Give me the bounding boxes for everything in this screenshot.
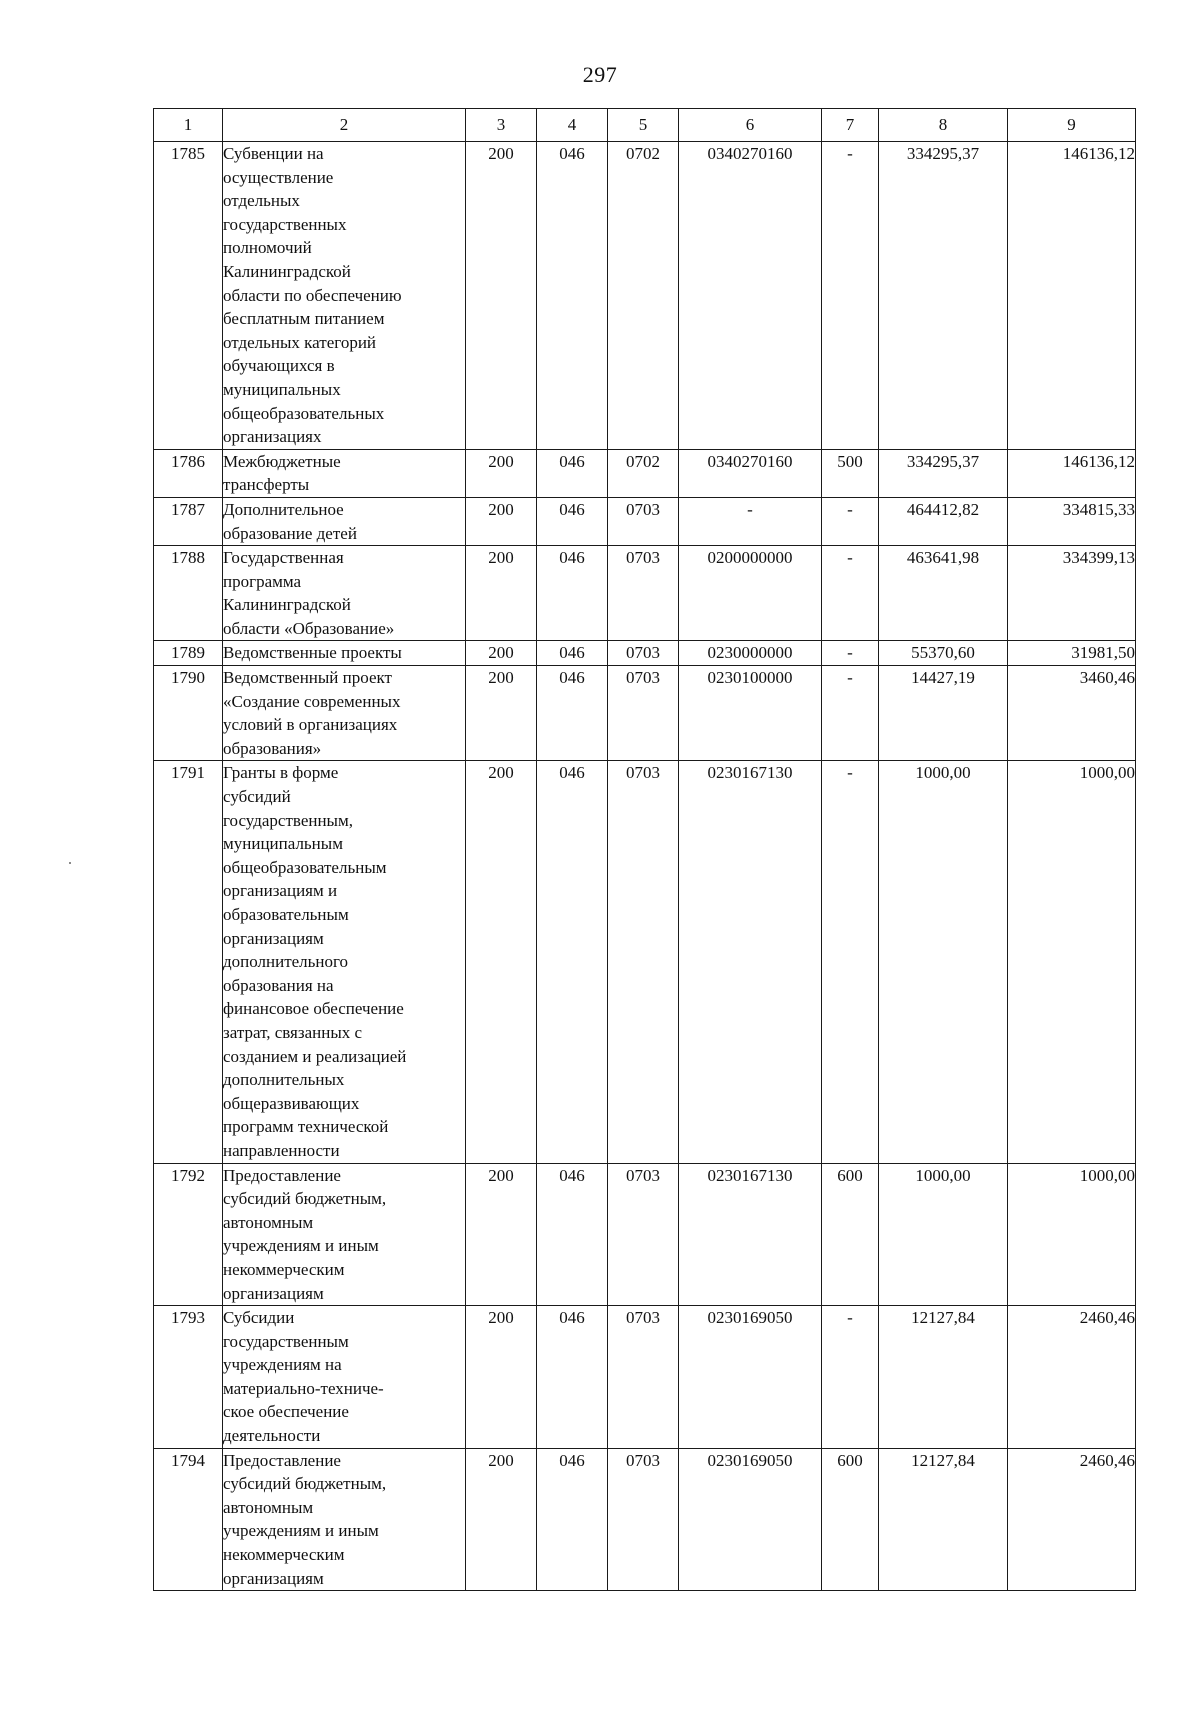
cell-description <box>223 546 466 641</box>
description-line: Предоставление <box>223 1165 341 1185</box>
cell-target-code: - <box>679 497 822 545</box>
table-row <box>154 497 1136 545</box>
cell-row-number: 1792 <box>154 1163 223 1306</box>
cell-section-code: 0703 <box>608 641 679 666</box>
table-row <box>154 449 1136 497</box>
description-line: программ технической <box>223 1117 389 1137</box>
description-line: обучающихся в <box>223 356 335 376</box>
column-header: 9 <box>1008 109 1136 142</box>
description-line: образования на <box>223 975 334 995</box>
description-line: Предоставление <box>223 1450 341 1470</box>
description-line: общеразвивающих <box>223 1093 360 1113</box>
table-row <box>154 546 1136 641</box>
description-line: организациям <box>223 1568 324 1588</box>
cell-row-number: 1791 <box>154 761 223 1163</box>
description-line: бесплатным питанием <box>223 309 385 329</box>
cell-amount-8: 1000,00 <box>879 1163 1008 1306</box>
cell-code-3: 200 <box>466 1448 537 1591</box>
table-row <box>154 1448 1136 1591</box>
description-line: организациям <box>223 928 324 948</box>
cell-amount-8: 334295,37 <box>879 449 1008 497</box>
cell-code-3: 200 <box>466 546 537 641</box>
cell-expense-type: - <box>822 666 879 761</box>
description-line: общеобразовательных <box>223 403 385 423</box>
description-line: трансферты <box>223 475 310 495</box>
cell-code-4: 046 <box>537 1163 608 1306</box>
cell-description <box>223 1163 466 1306</box>
cell-section-code: 0703 <box>608 1448 679 1591</box>
cell-code-3: 200 <box>466 666 537 761</box>
cell-section-code: 0702 <box>608 142 679 450</box>
cell-code-4: 046 <box>537 666 608 761</box>
cell-amount-9: 146136,12 <box>1008 449 1136 497</box>
description-line: «Создание современных <box>223 691 401 711</box>
cell-section-code: 0703 <box>608 546 679 641</box>
description-line: затрат, связанных с <box>223 1022 363 1042</box>
description-line: автономным <box>223 1212 314 1232</box>
cell-amount-8: 12127,84 <box>879 1306 1008 1449</box>
cell-section-code: 0703 <box>608 666 679 761</box>
cell-description <box>223 497 466 545</box>
description-line: образование детей <box>223 523 357 543</box>
description-line: Государственная <box>223 548 344 568</box>
scan-artifact <box>69 862 71 864</box>
cell-target-code: 0340270160 <box>679 449 822 497</box>
description-line: Субвенции на <box>223 144 324 163</box>
cell-row-number: 1790 <box>154 666 223 761</box>
cell-code-4: 046 <box>537 1306 608 1449</box>
cell-amount-8: 463641,98 <box>879 546 1008 641</box>
cell-code-3: 200 <box>466 761 537 1163</box>
description-line: материально-техниче- <box>223 1378 384 1398</box>
cell-code-4: 046 <box>537 142 608 450</box>
description-line: субсидий <box>223 787 291 807</box>
description-line: организациях <box>223 427 322 447</box>
cell-code-3: 200 <box>466 449 537 497</box>
table-row <box>154 142 1136 450</box>
description-line: образования» <box>223 738 322 758</box>
cell-description <box>223 142 466 450</box>
budget-table <box>153 108 1136 1591</box>
description-line: муниципальным <box>223 834 343 854</box>
table-row <box>154 1163 1136 1306</box>
table-row <box>154 666 1136 761</box>
description-line: дополнительных <box>223 1070 345 1090</box>
cell-row-number: 1785 <box>154 142 223 450</box>
cell-amount-8: 334295,37 <box>879 142 1008 450</box>
description-line: дополнительного <box>223 952 349 972</box>
description-line: организациям и <box>223 881 338 901</box>
cell-expense-type: - <box>822 497 879 545</box>
table-row <box>154 641 1136 666</box>
column-header: 5 <box>608 109 679 142</box>
description-line: созданием и реализацией <box>223 1046 407 1066</box>
column-header: 1 <box>154 109 223 142</box>
description-line: Дополнительное <box>223 499 344 519</box>
column-header: 2 <box>223 109 466 142</box>
description-line: осуществление <box>223 167 334 187</box>
description-line: Гранты в форме <box>223 763 339 783</box>
description-line: субсидий бюджетным, <box>223 1474 387 1494</box>
cell-target-code: 0230169050 <box>679 1448 822 1591</box>
cell-section-code: 0703 <box>608 1163 679 1306</box>
cell-amount-9: 3460,46 <box>1008 666 1136 761</box>
column-header: 6 <box>679 109 822 142</box>
cell-amount-8: 12127,84 <box>879 1448 1008 1591</box>
description-line: ское обеспечение <box>223 1402 349 1422</box>
description-line: учреждениям и иным <box>223 1236 379 1256</box>
cell-expense-type: 500 <box>822 449 879 497</box>
description-line: отдельных <box>223 191 300 211</box>
cell-amount-9: 1000,00 <box>1008 761 1136 1163</box>
cell-expense-type: - <box>822 761 879 1163</box>
cell-row-number: 1788 <box>154 546 223 641</box>
cell-target-code: 0230000000 <box>679 641 822 666</box>
cell-expense-type: - <box>822 546 879 641</box>
description-line: государственным, <box>223 810 353 830</box>
description-line: Ведомственные проекты <box>223 643 402 663</box>
page-number: 297 <box>582 62 618 87</box>
cell-code-4: 046 <box>537 641 608 666</box>
description-line: полномочий <box>223 238 312 258</box>
cell-expense-type: 600 <box>822 1163 879 1306</box>
cell-description <box>223 449 466 497</box>
description-line: области «Образование» <box>223 618 395 638</box>
description-line: муниципальных <box>223 379 341 399</box>
cell-section-code: 0703 <box>608 1306 679 1449</box>
cell-code-4: 046 <box>537 546 608 641</box>
cell-code-4: 046 <box>537 449 608 497</box>
cell-expense-type: - <box>822 1306 879 1449</box>
cell-code-3: 200 <box>466 641 537 666</box>
cell-amount-8: 55370,60 <box>879 641 1008 666</box>
description-line: учреждениям и иным <box>223 1521 379 1541</box>
cell-row-number: 1787 <box>154 497 223 545</box>
cell-amount-9: 2460,46 <box>1008 1448 1136 1591</box>
description-line: Калининградской <box>223 261 351 281</box>
cell-amount-9: 334815,33 <box>1008 497 1136 545</box>
description-line: автономным <box>223 1497 314 1517</box>
description-line: отдельных категорий <box>223 332 377 352</box>
cell-code-4: 046 <box>537 1448 608 1591</box>
table-row <box>154 761 1136 1163</box>
cell-amount-9: 2460,46 <box>1008 1306 1136 1449</box>
table-row <box>154 1306 1136 1449</box>
cell-code-3: 200 <box>466 142 537 450</box>
cell-target-code: 0230100000 <box>679 666 822 761</box>
description-line: государственным <box>223 1331 349 1351</box>
cell-code-4: 046 <box>537 497 608 545</box>
cell-amount-9: 334399,13 <box>1008 546 1136 641</box>
description-line: общеобразовательным <box>223 857 387 877</box>
cell-code-3: 200 <box>466 1163 537 1306</box>
description-line: образовательным <box>223 905 349 924</box>
cell-section-code: 0702 <box>608 449 679 497</box>
cell-amount-9: 146136,12 <box>1008 142 1136 450</box>
description-line: Субсидии <box>223 1308 295 1328</box>
cell-expense-type: 600 <box>822 1448 879 1591</box>
description-line: некоммерческим <box>223 1545 345 1565</box>
description-line: деятельности <box>223 1426 321 1446</box>
cell-description <box>223 1448 466 1591</box>
description-line: условий в организациях <box>223 715 398 735</box>
column-header: 8 <box>879 109 1008 142</box>
description-line: Ведомственный проект <box>223 668 392 688</box>
cell-description <box>223 1306 466 1449</box>
cell-description <box>223 641 466 666</box>
cell-row-number: 1793 <box>154 1306 223 1449</box>
description-line: Калининградской <box>223 595 351 615</box>
column-header: 3 <box>466 109 537 142</box>
header-row <box>154 109 1136 142</box>
description-line: Межбюджетные <box>223 451 341 471</box>
description-line: учреждениям на <box>223 1355 342 1375</box>
cell-description <box>223 666 466 761</box>
description-line: программа <box>223 571 302 591</box>
description-line: государственных <box>223 214 347 234</box>
table-header <box>154 109 1136 142</box>
description-line: организациям <box>223 1283 324 1303</box>
cell-amount-9: 1000,00 <box>1008 1163 1136 1306</box>
description-line: направленности <box>223 1140 340 1160</box>
cell-target-code: 0230167130 <box>679 1163 822 1306</box>
cell-code-3: 200 <box>466 497 537 545</box>
cell-target-code: 0230167130 <box>679 761 822 1163</box>
cell-section-code: 0703 <box>608 761 679 1163</box>
description-line: области по обеспечению <box>223 285 402 305</box>
cell-code-4: 046 <box>537 761 608 1163</box>
cell-row-number: 1794 <box>154 1448 223 1591</box>
column-header: 4 <box>537 109 608 142</box>
cell-expense-type: - <box>822 641 879 666</box>
cell-amount-8: 464412,82 <box>879 497 1008 545</box>
cell-description <box>223 761 466 1163</box>
cell-target-code: 0200000000 <box>679 546 822 641</box>
cell-target-code: 0230169050 <box>679 1306 822 1449</box>
cell-section-code: 0703 <box>608 497 679 545</box>
description-line: некоммерческим <box>223 1259 345 1279</box>
cell-row-number: 1789 <box>154 641 223 666</box>
column-header: 7 <box>822 109 879 142</box>
cell-amount-9: 31981,50 <box>1008 641 1136 666</box>
description-line: финансовое обеспечение <box>223 999 404 1019</box>
table-body <box>154 142 1136 1591</box>
cell-amount-8: 14427,19 <box>879 666 1008 761</box>
cell-row-number: 1786 <box>154 449 223 497</box>
description-line: субсидий бюджетным, <box>223 1189 387 1209</box>
cell-amount-8: 1000,00 <box>879 761 1008 1163</box>
cell-expense-type: - <box>822 142 879 450</box>
cell-target-code: 0340270160 <box>679 142 822 450</box>
cell-code-3: 200 <box>466 1306 537 1449</box>
